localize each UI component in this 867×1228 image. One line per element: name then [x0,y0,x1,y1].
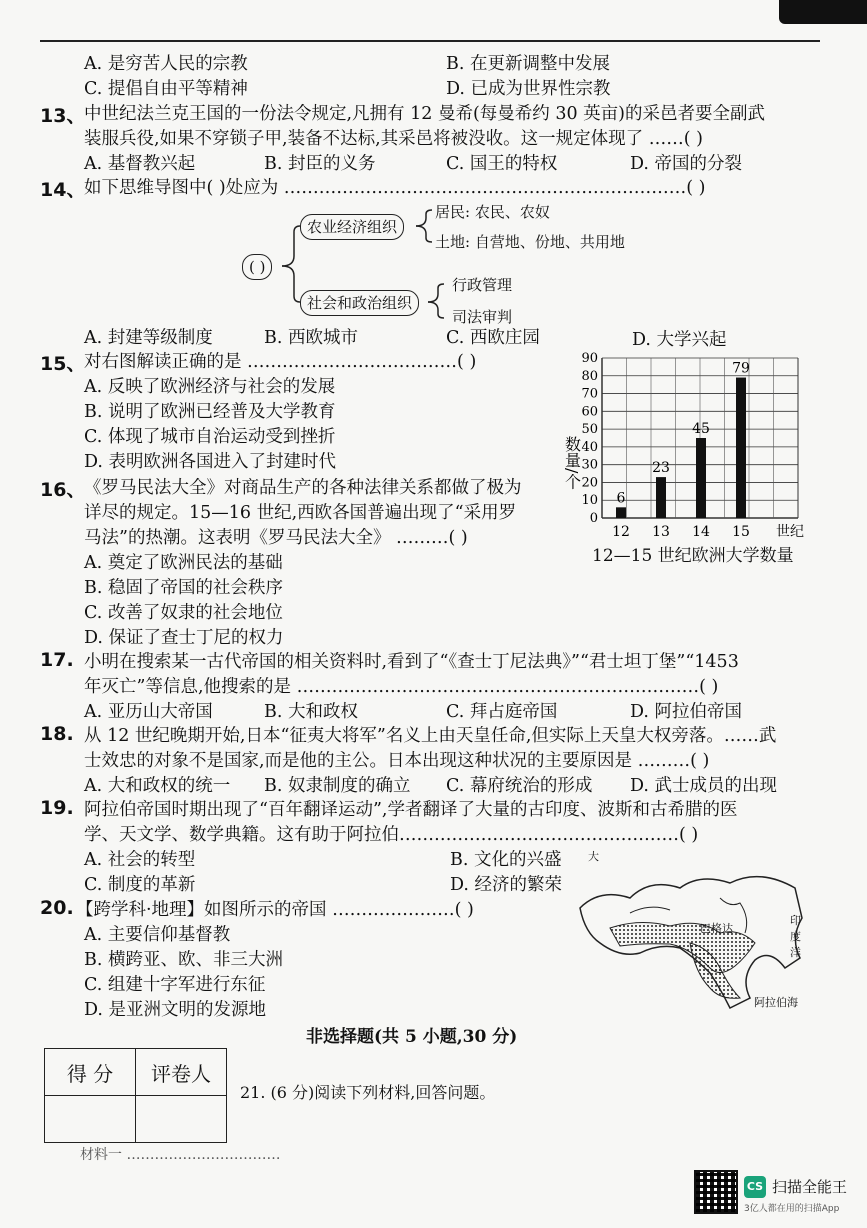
q15-option-c: C. 体现了城市自治运动受到挫折 [84,427,336,447]
q13-option-a: A. 基督教兴起 [84,154,196,174]
y-tick-label: 80 [581,368,598,384]
map-label-right1: 印 [790,914,801,927]
grader-header: 评卷人 [136,1049,227,1096]
bar [736,378,746,518]
q13-option-b: B. 封臣的义务 [264,154,376,174]
q13-number: 13、 [40,105,86,127]
footer-tagline: 3亿人都在用的扫描App [744,1204,840,1214]
q13-option-c: C. 国王的特权 [446,154,558,174]
q15-option-b: B. 说明了欧洲已经普及大学教育 [84,402,336,422]
q15-stem: 对右图解读正确的是 ………………………………( ) [84,352,477,372]
q18-option-d: D. 武士成员的出现 [630,776,778,796]
q13-stem-line1: 中世纪法兰克王国的一份法令规定,凡拥有 12 曼希(每曼希约 30 英亩)的采邑者要全副武 [84,104,766,124]
y-tick-label: 0 [589,511,598,526]
y-axis-label: 数量/个 [562,436,582,490]
q18-stem-line2: 士效忠的对象不是国家,而是他的主公。日本出现这种状况的主要原因是 ………( ) [84,751,710,771]
x-tick-label: 13 [652,524,670,540]
corner-mark [779,0,867,24]
q15-option-d: D. 表明欧洲各国进入了封建时代 [84,452,337,472]
q16-option-a: A. 奠定了欧洲民法的基础 [84,553,283,573]
y-tick-label: 50 [581,422,598,438]
qr-code [694,1170,738,1214]
q14-option-c: C. 西欧庄园 [446,328,540,348]
q20-option-d: D. 是亚洲文明的发源地 [84,1000,267,1020]
q17-option-d: D. 阿拉伯帝国 [630,702,743,722]
mind-map-leaf-admin: 行政管理 [452,276,513,294]
q12-option-a: A. 是穷苦人民的宗教 [84,54,248,74]
y-tick-label: 20 [581,475,598,491]
university-count-chart [560,350,810,570]
arab-empire-map [570,848,810,1018]
q16-stem-line2: 详尽的规定。15—16 世纪,西欧各国普遍出现了“采用罗 [84,503,517,523]
y-tick-label: 90 [581,351,598,366]
y-tick-label: 30 [581,457,598,473]
q16-option-c: C. 改善了奴隶的社会地位 [84,603,283,623]
q20-stem: 【跨学科·地理】如图所示的帝国 …………………( ) [76,900,474,920]
q13-option-d: D. 帝国的分裂 [630,154,743,174]
q19-option-b: B. 文化的兴盛 [450,850,562,870]
q17-stem-line2: 年灭亡”等信息,他搜索的是 ……………………………………………………………( ) [84,677,719,697]
q19-option-c: C. 制度的革新 [84,875,196,895]
mind-map-leaf-judicial: 司法审判 [452,308,513,326]
bar [616,507,626,518]
mind-map-branch-social: 社会和政治组织 [300,290,419,316]
q18-option-b: B. 奴隶制度的确立 [264,776,411,796]
data-label: 79 [732,360,750,377]
grader-cell[interactable] [136,1096,227,1143]
mind-map-leaf-land: 土地: 自营地、份地、共用地 [435,233,625,251]
q16-option-d: D. 保证了查士丁尼的权力 [84,628,284,648]
q15-number: 15、 [40,353,86,375]
mind-map-leaf-residents: 居民: 农民、农奴 [435,203,550,221]
score-cell[interactable] [45,1096,136,1143]
bar [656,477,666,518]
map-label-right3: 洋 [790,946,801,959]
q18-number: 18. [40,723,74,745]
q14-option-a: A. 封建等级制度 [84,328,213,348]
y-tick-label: 10 [581,493,598,509]
q12-option-b: B. 在更新调整中发展 [446,54,610,74]
cs-logo-icon: CS [744,1176,766,1198]
q14-option-d: D. 大学兴起 [632,330,727,350]
map-label-baghdad: 巴格达 [700,922,733,935]
top-rule [40,40,820,42]
q17-number: 17. [40,649,74,671]
y-tick-label: 70 [581,386,598,402]
q20-option-c: C. 组建十字军进行东征 [84,975,266,995]
bar [696,438,706,518]
y-tick-label: 60 [581,404,598,420]
cut-off-text: 材料一 …………………………… [80,1147,281,1163]
q14-stem: 如下思维导图中( )处应为 ……………………………………………………………( ) [84,178,706,198]
q14-number: 14、 [40,179,86,201]
score-table [44,1048,227,1143]
q20-option-a: A. 主要信仰基督教 [84,925,231,945]
footer-brand: 扫描全能王 [772,1178,848,1196]
data-label: 45 [692,421,710,437]
mind-map-root-blank: ( ) [242,254,272,280]
q18-option-a: A. 大和政权的统一 [84,776,231,796]
q17-option-b: B. 大和政权 [264,702,358,722]
q16-option-b: B. 稳固了帝国的社会秩序 [84,578,283,598]
q17-option-c: C. 拜占庭帝国 [446,702,558,722]
x-tick-label: 12 [612,524,630,540]
q19-option-a: A. 社会的转型 [84,850,196,870]
q13-stem-line2: 装服兵役,如果不穿锁子甲,装备不达标,其采邑将被没收。这一规定体现了 ……( ) [84,129,703,149]
q16-number: 16、 [40,479,86,501]
x-axis-label: 世纪 [776,524,804,540]
chart-title: 12—15 世纪欧洲大学数量 [592,546,794,566]
q19-number: 19. [40,797,74,819]
q20-option-b: B. 横跨亚、欧、非三大洲 [84,950,283,970]
q15-option-a: A. 反映了欧洲经济与社会的发展 [84,377,336,397]
mind-map-branch-agriculture: 农业经济组织 [300,214,404,240]
q21-stem: 21. (6 分)阅读下列材料,回答问题。 [240,1083,496,1102]
q18-option-c: C. 幕府统治的形成 [446,776,593,796]
data-label: 6 [616,490,626,507]
q19-stem-line1: 阿拉伯帝国时期出现了“百年翻译运动”,学者翻译了大量的古印度、波斯和古希腊的医 [84,800,738,820]
map-label-right2: 度 [790,930,801,943]
q19-stem-line2: 学、天文学、数学典籍。这有助于阿拉伯…………………………………………( ) [84,825,699,845]
q12-option-d: D. 已成为世界性宗教 [446,79,611,99]
map-label-arabian-sea: 阿拉伯海 [754,996,798,1009]
q16-stem-line3: 马法”的热潮。这表明《罗马民法大全》 ………( ) [84,528,468,548]
q17-option-a: A. 亚历山大帝国 [84,702,213,722]
data-label: 23 [652,460,670,477]
score-header: 得 分 [45,1049,136,1096]
x-tick-label: 15 [732,524,750,540]
x-tick-label: 14 [692,524,710,540]
q14-option-b: B. 西欧城市 [264,328,358,348]
y-tick-label: 40 [581,439,598,455]
map-label-top-left: 大 [588,850,599,863]
q18-stem-line1: 从 12 世纪晚期开始,日本“征夷大将军”名义上由天皇任命,但实际上天皇大权旁落。……武 [84,726,777,746]
q12-option-c: C. 提倡自由平等精神 [84,79,248,99]
q17-stem-line1: 小明在搜索某一古代帝国的相关资料时,看到了“《查士丁尼法典》”“君士坦丁堡”“1453 [84,652,739,672]
q20-number: 20. [40,897,74,919]
q16-stem-line1: 《罗马民法大全》对商品生产的各种法律关系都做了极为 [84,478,522,498]
q19-option-d: D. 经济的繁荣 [450,875,563,895]
section-title: 非选择题(共 5 小题,30 分) [306,1027,518,1047]
